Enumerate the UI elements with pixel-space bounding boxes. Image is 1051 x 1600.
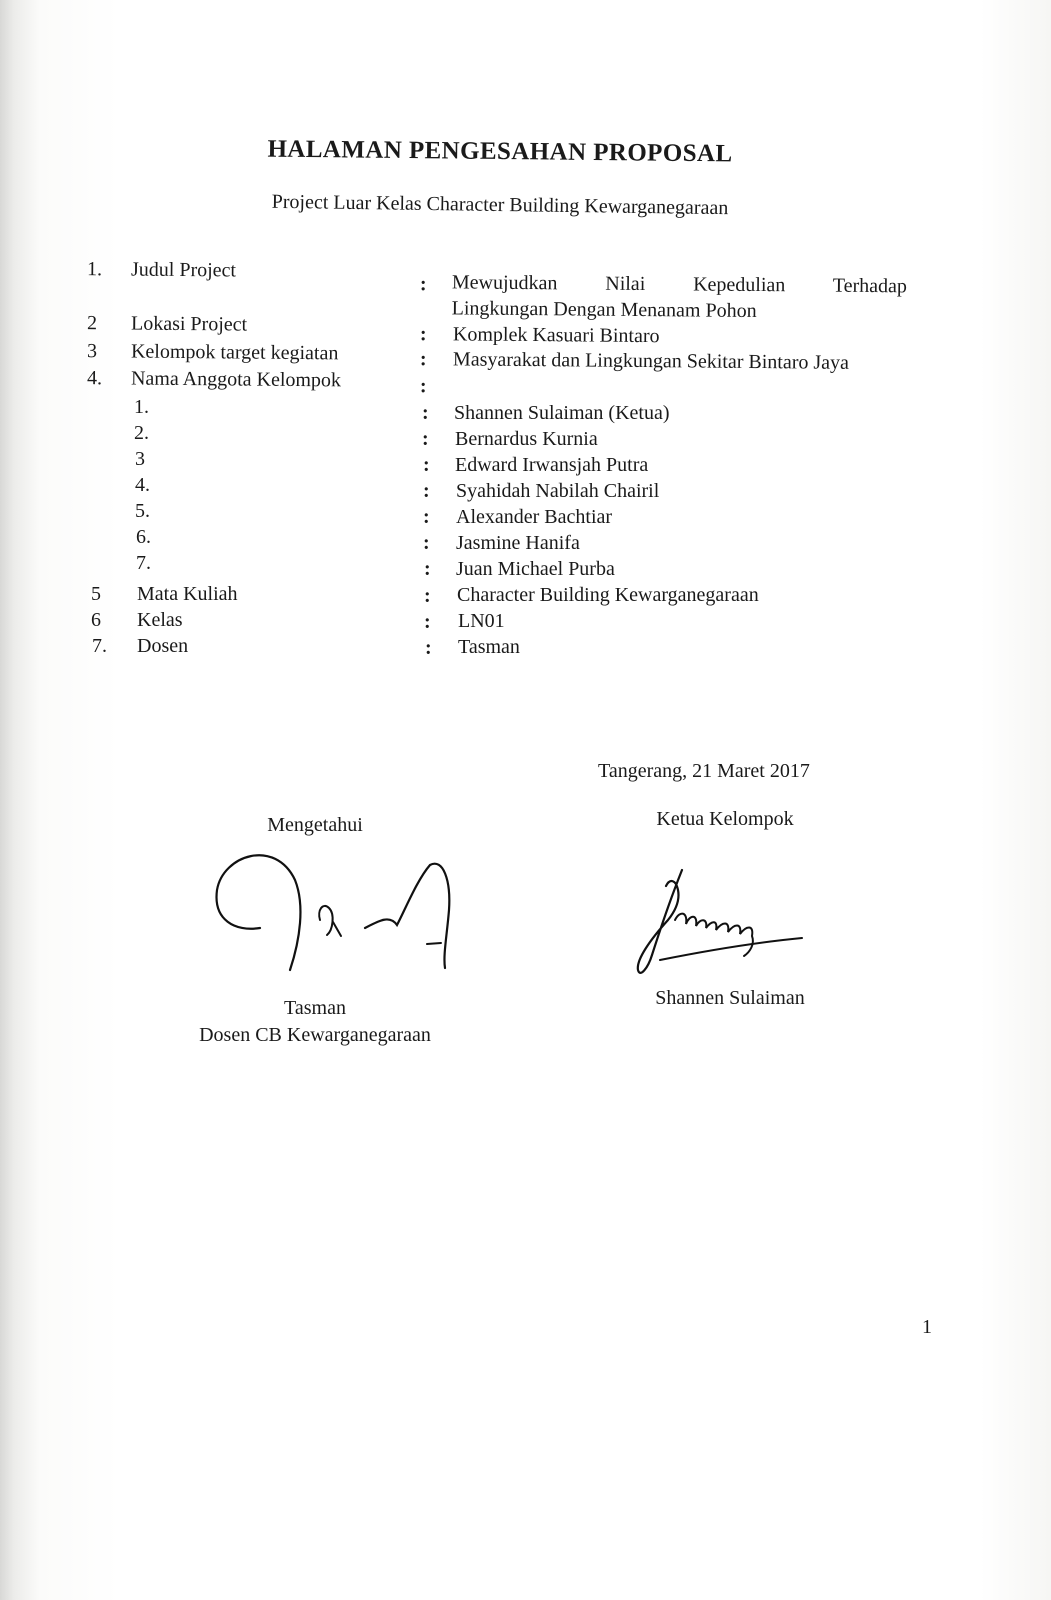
right-signature-heading: Ketua Kelompok (656, 808, 794, 830)
member-name: Bernardus Kurnia (455, 428, 598, 450)
field-number: 7. (92, 635, 107, 657)
member-name: Juan Michael Purba (456, 558, 615, 580)
lecturer-signature (205, 840, 465, 980)
member-row (0, 422, 1051, 448)
field-colon: : (419, 273, 427, 296)
field-colon: : (422, 402, 429, 424)
member-row (0, 474, 1051, 500)
field-colon: : (419, 323, 427, 346)
member-number: 1. (134, 396, 149, 418)
field-colon: : (423, 480, 430, 502)
field-value-continued: Lingkungan Dengan Menanam Pohon (451, 297, 757, 323)
field-number: 4. (86, 367, 103, 390)
member-name: Edward Irwansjah Putra (455, 454, 649, 476)
field-number: 2 (86, 312, 98, 335)
member-name: Syahidah Nabilah Chairil (456, 480, 660, 502)
field-label: Kelas (137, 609, 183, 631)
document-title: HALAMAN PENGESAHAN PROPOSAL (267, 135, 733, 168)
field-row-mata-kuliah (0, 583, 1051, 609)
field-number: 3 (86, 340, 98, 363)
field-value: Mewujudkan Nilai Kepedulian Terhadap (451, 271, 908, 298)
field-label: Kelompok target kegiatan (130, 340, 339, 365)
field-colon: : (424, 558, 431, 580)
lecturer-role: Dosen CB Kewarganegaraan (199, 1024, 431, 1046)
field-number: 1. (86, 258, 103, 281)
field-label: Nama Anggota Kelompok (130, 367, 342, 392)
field-row-dosen (0, 635, 1051, 661)
place-date: Tangerang, 21 Maret 2017 (598, 760, 810, 782)
member-number: 5. (135, 500, 150, 522)
field-colon: : (425, 637, 432, 659)
field-value: Tasman (458, 636, 520, 658)
field-value: LN01 (458, 610, 505, 632)
member-name: Alexander Bachtiar (456, 506, 613, 528)
member-row (0, 500, 1051, 526)
member-row (0, 396, 1051, 422)
left-signature-heading: Mengetahui (267, 814, 363, 836)
field-value: Character Building Kewarganegaraan (457, 584, 759, 606)
field-number: 5 (91, 583, 101, 605)
field-colon: : (419, 375, 427, 398)
member-number: 3 (135, 448, 145, 470)
member-number: 7. (136, 552, 151, 574)
member-name: Jasmine Hanifa (456, 532, 580, 554)
field-label: Mata Kuliah (137, 583, 238, 605)
member-number: 4. (135, 474, 150, 496)
leader-name: Shannen Sulaiman (655, 987, 805, 1009)
field-row-kelas (0, 609, 1051, 635)
page-number: 1 (922, 1316, 932, 1338)
member-name: Shannen Sulaiman (Ketua) (454, 402, 670, 424)
field-colon: : (424, 611, 431, 633)
field-colon: : (424, 585, 431, 607)
field-label: Dosen (137, 635, 189, 657)
field-colon: : (423, 454, 430, 476)
field-row-judul (0, 257, 1051, 323)
leader-signature (620, 860, 820, 990)
lecturer-name: Tasman (284, 997, 346, 1019)
field-colon: : (422, 428, 429, 450)
member-number: 2. (134, 422, 149, 444)
member-row (0, 552, 1051, 578)
member-row (0, 448, 1051, 474)
document-subtitle: Project Luar Kelas Character Building Kewarganegaraan (271, 190, 729, 220)
field-colon: : (423, 532, 430, 554)
field-label: Lokasi Project (130, 312, 248, 336)
field-label: Judul Project (130, 258, 237, 282)
field-value: Komplek Kasuari Bintaro (452, 323, 660, 348)
field-number: 6 (91, 609, 101, 631)
field-colon: : (419, 348, 427, 371)
field-value: Masyarakat dan Lingkungan Sekitar Bintaro Jaya (452, 348, 850, 374)
member-row (0, 526, 1051, 552)
member-number: 6. (136, 526, 151, 548)
field-colon: : (423, 506, 430, 528)
